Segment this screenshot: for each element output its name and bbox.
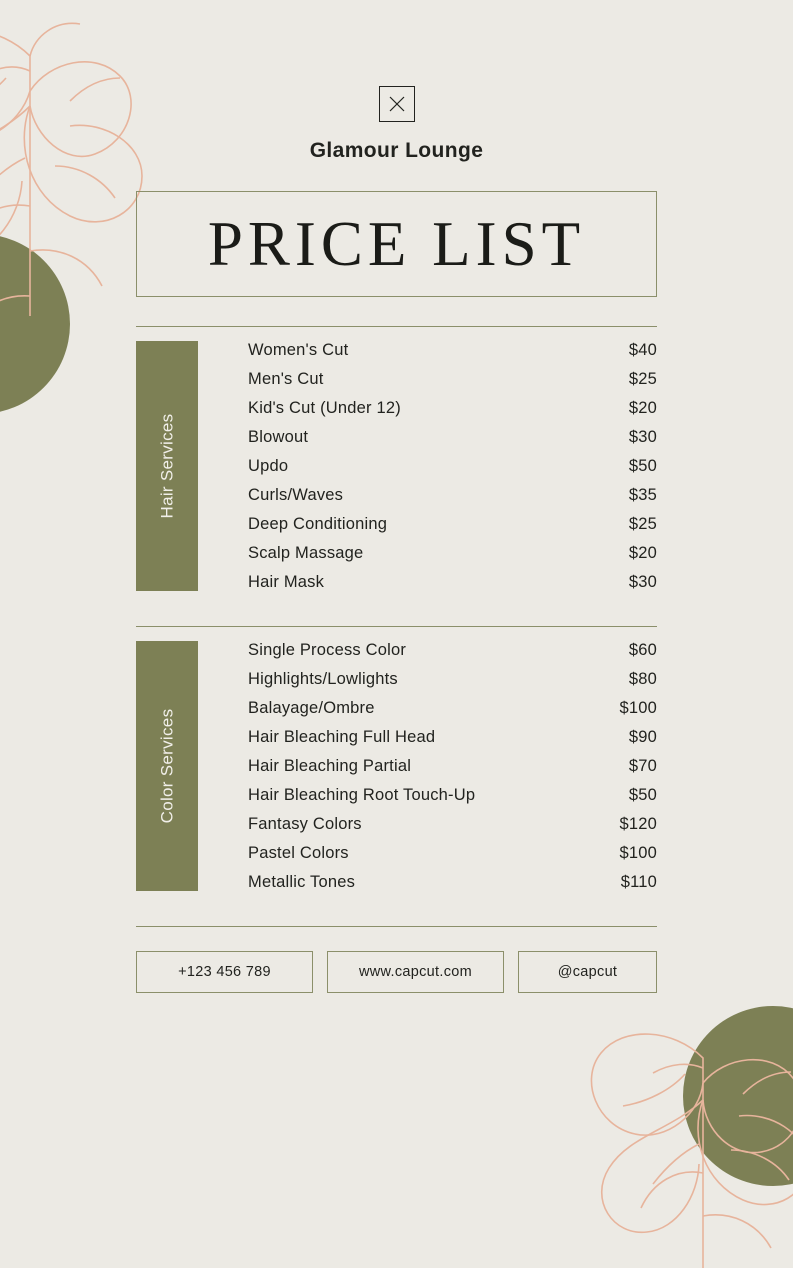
service-name: Pastel Colors (248, 844, 349, 862)
service-name: Hair Bleaching Full Head (248, 728, 436, 746)
service-name: Kid's Cut (Under 12) (248, 399, 401, 417)
service-price: $80 (628, 670, 657, 688)
list-item (248, 399, 657, 428)
service-price: $50 (628, 457, 657, 475)
contact-social[interactable]: @capcut (518, 951, 657, 993)
divider-middle (136, 626, 657, 627)
list-item (248, 457, 657, 486)
list-item (248, 786, 657, 815)
service-price: $20 (628, 399, 657, 417)
service-name: Curls/Waves (248, 486, 344, 504)
service-name: Blowout (248, 428, 309, 446)
section-tab-color-services (136, 641, 198, 891)
service-price: $20 (628, 544, 657, 562)
brand-logo (379, 86, 415, 122)
service-name: Metallic Tones (248, 873, 356, 891)
section-label: Hair Services (157, 413, 177, 519)
list-item (248, 815, 657, 844)
service-price: $100 (619, 844, 657, 862)
footer-contacts (136, 951, 657, 993)
service-name: Deep Conditioning (248, 515, 388, 533)
service-name: Highlights/Lowlights (248, 670, 398, 688)
list-item (248, 728, 657, 757)
list-item (248, 699, 657, 728)
divider-top (136, 326, 657, 327)
service-name: Men's Cut (248, 370, 324, 388)
list-item (248, 515, 657, 544)
service-name: Women's Cut (248, 341, 349, 359)
list-item (248, 573, 657, 602)
contact-website[interactable]: www.capcut.com (327, 951, 504, 993)
service-price: $30 (628, 428, 657, 446)
list-item (248, 757, 657, 786)
service-price: $25 (628, 515, 657, 533)
service-price: $70 (628, 757, 657, 775)
service-name: Scalp Massage (248, 544, 364, 562)
list-item (248, 670, 657, 699)
service-name: Hair Mask (248, 573, 325, 591)
list-item (248, 428, 657, 457)
list-item (248, 370, 657, 399)
list-item (248, 486, 657, 515)
section-color-services (136, 641, 657, 902)
service-price: $30 (628, 573, 657, 591)
brand-name: Glamour Lounge (309, 139, 484, 162)
service-name: Hair Bleaching Root Touch-Up (248, 786, 476, 804)
list-item (248, 641, 657, 670)
service-price: $90 (628, 728, 657, 746)
service-name: Updo (248, 457, 289, 475)
service-price: $40 (628, 341, 657, 359)
divider-bottom (136, 926, 657, 927)
title-frame (136, 191, 657, 297)
service-name: Hair Bleaching Partial (248, 757, 412, 775)
service-name: Single Process Color (248, 641, 407, 659)
list-item (248, 844, 657, 873)
page-title: PRICE LIST (207, 208, 586, 279)
list-item (248, 873, 657, 902)
list-item (248, 341, 657, 370)
service-price: $25 (628, 370, 657, 388)
service-name: Balayage/Ombre (248, 699, 375, 717)
price-list-page (0, 86, 793, 1208)
service-price: $120 (619, 815, 657, 833)
service-name: Fantasy Colors (248, 815, 362, 833)
service-price: $60 (628, 641, 657, 659)
service-price: $50 (628, 786, 657, 804)
section-label: Color Services (157, 708, 177, 824)
scissors-icon (387, 94, 407, 114)
service-list-color (248, 641, 657, 902)
list-item (248, 544, 657, 573)
contact-phone[interactable]: +123 456 789 (136, 951, 313, 993)
section-hair-services (136, 341, 657, 602)
service-price: $35 (628, 486, 657, 504)
service-price: $110 (620, 873, 657, 891)
section-tab-hair-services (136, 341, 198, 591)
service-price: $100 (619, 699, 657, 717)
service-list-hair (248, 341, 657, 602)
